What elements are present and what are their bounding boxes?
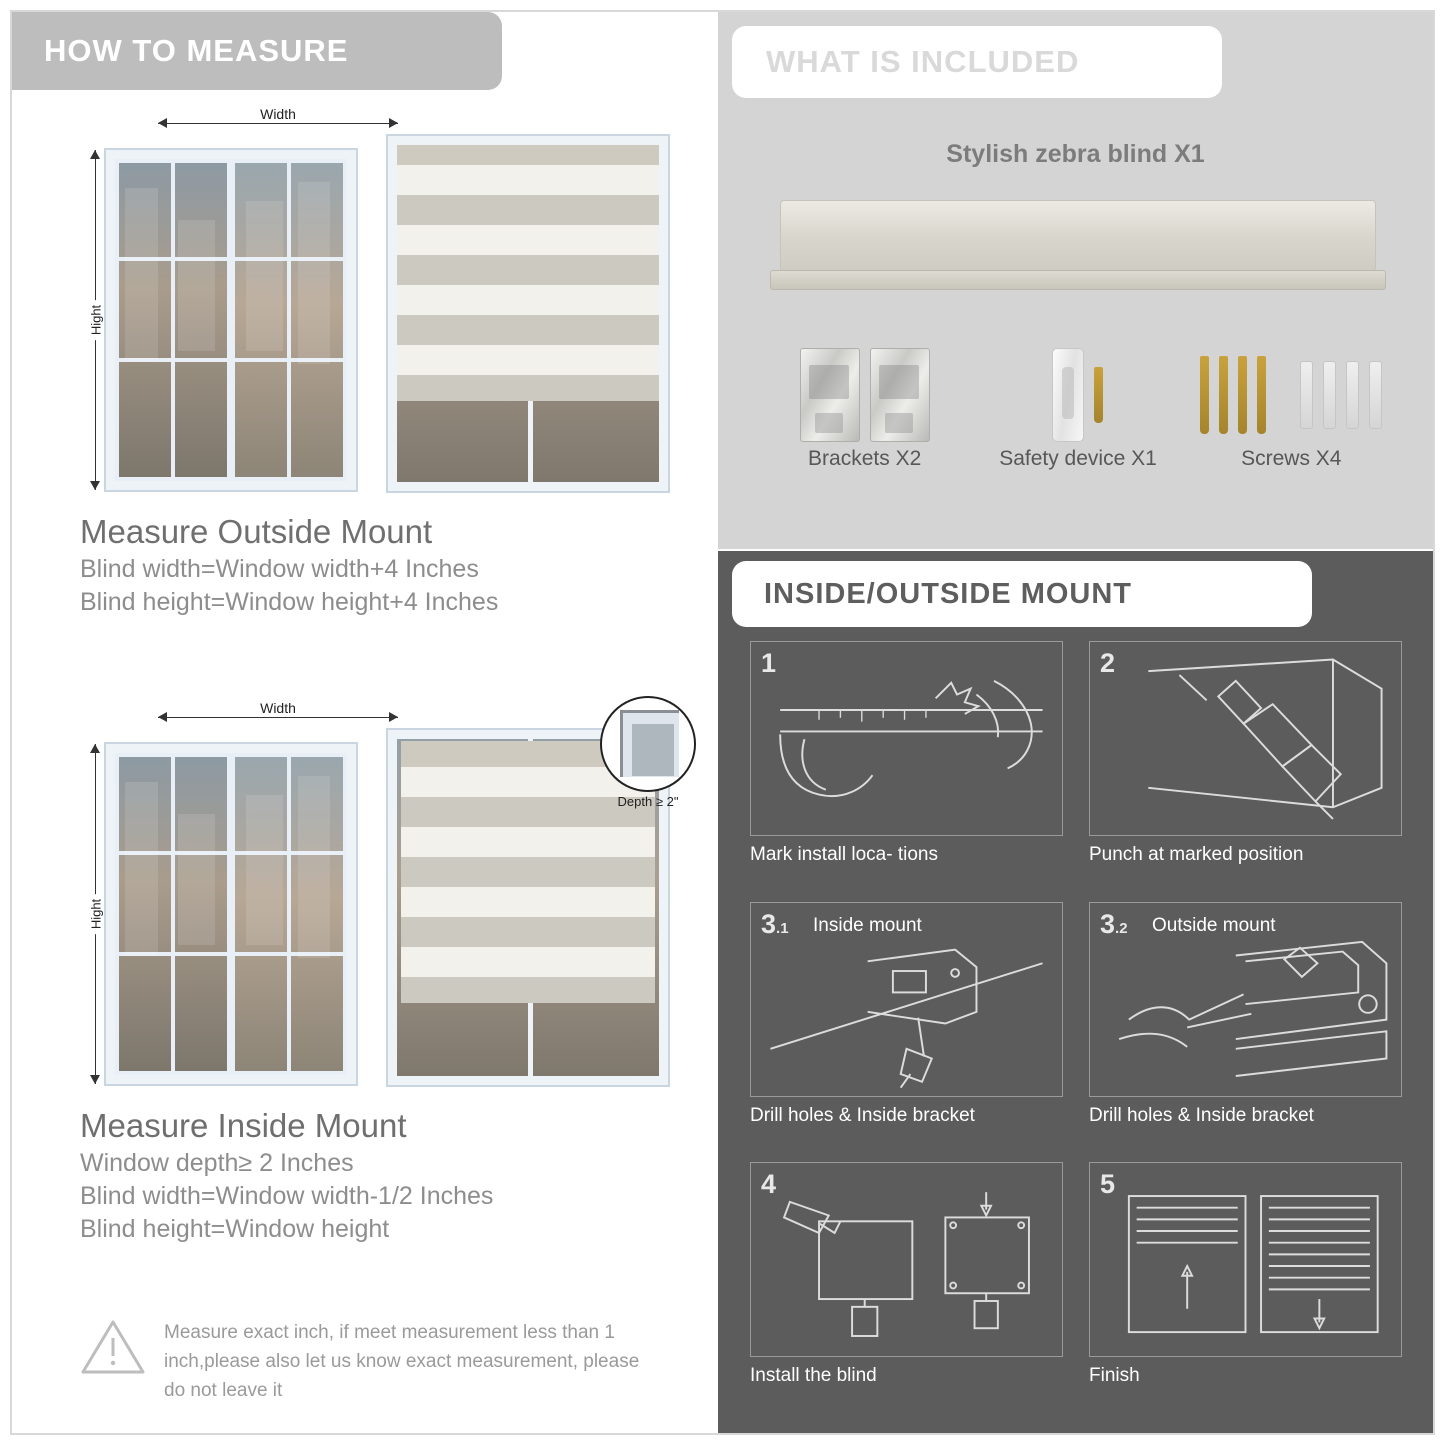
step-3-2: [1089, 902, 1402, 1151]
bracket-icon: [758, 342, 971, 447]
step-caption: Drill holes & Inside bracket: [1089, 1104, 1314, 1126]
step-5: [1089, 1162, 1402, 1411]
safety-device-icon: [971, 342, 1184, 447]
inside-mount-line-3: Blind height=Window height: [80, 1215, 390, 1243]
inside-outside-mount-panel: [718, 551, 1433, 1433]
part-label: Safety device X1: [999, 447, 1157, 470]
outside-mount-line-2: Blind height=Window height+4 Inches: [80, 588, 499, 616]
depth-label: Depth ≥ 2": [617, 794, 679, 809]
inside-mount-line-1: Window depth≥ 2 Inches: [80, 1149, 354, 1177]
outside-mount-block: [12, 108, 712, 617]
drill-sketch-icon: [1090, 642, 1401, 832]
step-caption: Mark install loca- tions: [750, 844, 938, 865]
step-1: [750, 641, 1063, 890]
step-caption: Punch at marked position: [1089, 844, 1304, 865]
inside-mount-heading: Measure Inside Mount: [80, 1107, 407, 1144]
measure-note-text: Measure exact inch, if meet measurement less than 1 inch,please also let us know exact measurement, please do not leave it: [164, 1322, 640, 1401]
step-number: 4: [761, 1169, 777, 1200]
part-safety-device: [971, 342, 1184, 522]
step-4: [750, 1162, 1063, 1411]
outside-mount-line-1: Blind width=Window width+4 Inches: [80, 555, 479, 583]
inside-width-label: Width: [254, 700, 302, 716]
inside-mount-line-2: Blind width=Window width-1/2 Inches: [80, 1182, 494, 1210]
part-label: Screws X4: [1241, 447, 1342, 470]
screws-icon: [1185, 342, 1398, 447]
outside-height-dimension: [88, 150, 104, 490]
inside-height-label: Hight: [89, 894, 104, 934]
outside-bracket-sketch-icon: [1090, 903, 1401, 1093]
step-2: [1089, 641, 1402, 890]
how-to-measure-tab: [12, 12, 502, 90]
step-number: 2: [1100, 648, 1116, 678]
step-number: 5: [1100, 1169, 1116, 1200]
what-is-included-title: WHAT IS INCLUDED: [766, 44, 1080, 79]
outside-mount-heading: Measure Outside Mount: [80, 513, 433, 550]
outside-mount-illustration: [58, 108, 698, 503]
part-label: Brackets X2: [808, 447, 922, 470]
step-inline-label: Outside mount: [1152, 914, 1276, 936]
zebra-blind-outside: [389, 139, 667, 401]
included-parts-list: [758, 342, 1398, 522]
inside-width-dimension: [158, 700, 398, 726]
outside-height-label: Hight: [89, 300, 104, 340]
step-caption: Drill holes & Inside bracket: [750, 1104, 975, 1126]
inside-mount-illustration: [58, 702, 698, 1097]
step-number: 3.1: [761, 908, 789, 939]
how-to-measure-panel: [12, 12, 712, 1433]
inside-outside-mount-tab: [732, 561, 1312, 627]
part-screws: [1185, 342, 1398, 522]
product-title: Stylish zebra blind X1: [946, 140, 1205, 168]
step-number: 1: [761, 648, 777, 678]
outside-width-dimension: [158, 106, 398, 132]
zebra-blind-product-image: [770, 200, 1384, 300]
install-blind-sketch-icon: [751, 1163, 1062, 1353]
step-3-1: [750, 902, 1063, 1151]
window-with-blind-outside: [388, 136, 668, 491]
step-number: 3.2: [1100, 908, 1128, 939]
step-inline-label: Inside mount: [813, 914, 922, 936]
window-inside: [106, 744, 356, 1084]
window-outside: [106, 150, 356, 490]
measure-note: [80, 1318, 640, 1405]
warning-triangle-icon: [80, 1318, 146, 1376]
step-caption: Finish: [1089, 1365, 1140, 1387]
depth-callout-circle: [600, 696, 696, 792]
inside-bracket-sketch-icon: [751, 903, 1062, 1093]
inside-mount-block: [12, 702, 712, 1244]
what-is-included-tab: [732, 26, 1222, 98]
how-to-measure-title: HOW TO MEASURE: [44, 33, 349, 68]
part-brackets: [758, 342, 971, 522]
installation-steps: [750, 641, 1402, 1411]
outside-width-label: Width: [254, 106, 302, 122]
step-caption: Install the blind: [750, 1365, 877, 1387]
what-is-included-panel: [718, 12, 1433, 549]
finished-blinds-sketch-icon: [1090, 1163, 1401, 1353]
inside-height-dimension: [88, 744, 104, 1084]
measure-tape-sketch-icon: [751, 642, 1062, 832]
inside-outside-mount-title: INSIDE/OUTSIDE MOUNT: [764, 577, 1133, 610]
